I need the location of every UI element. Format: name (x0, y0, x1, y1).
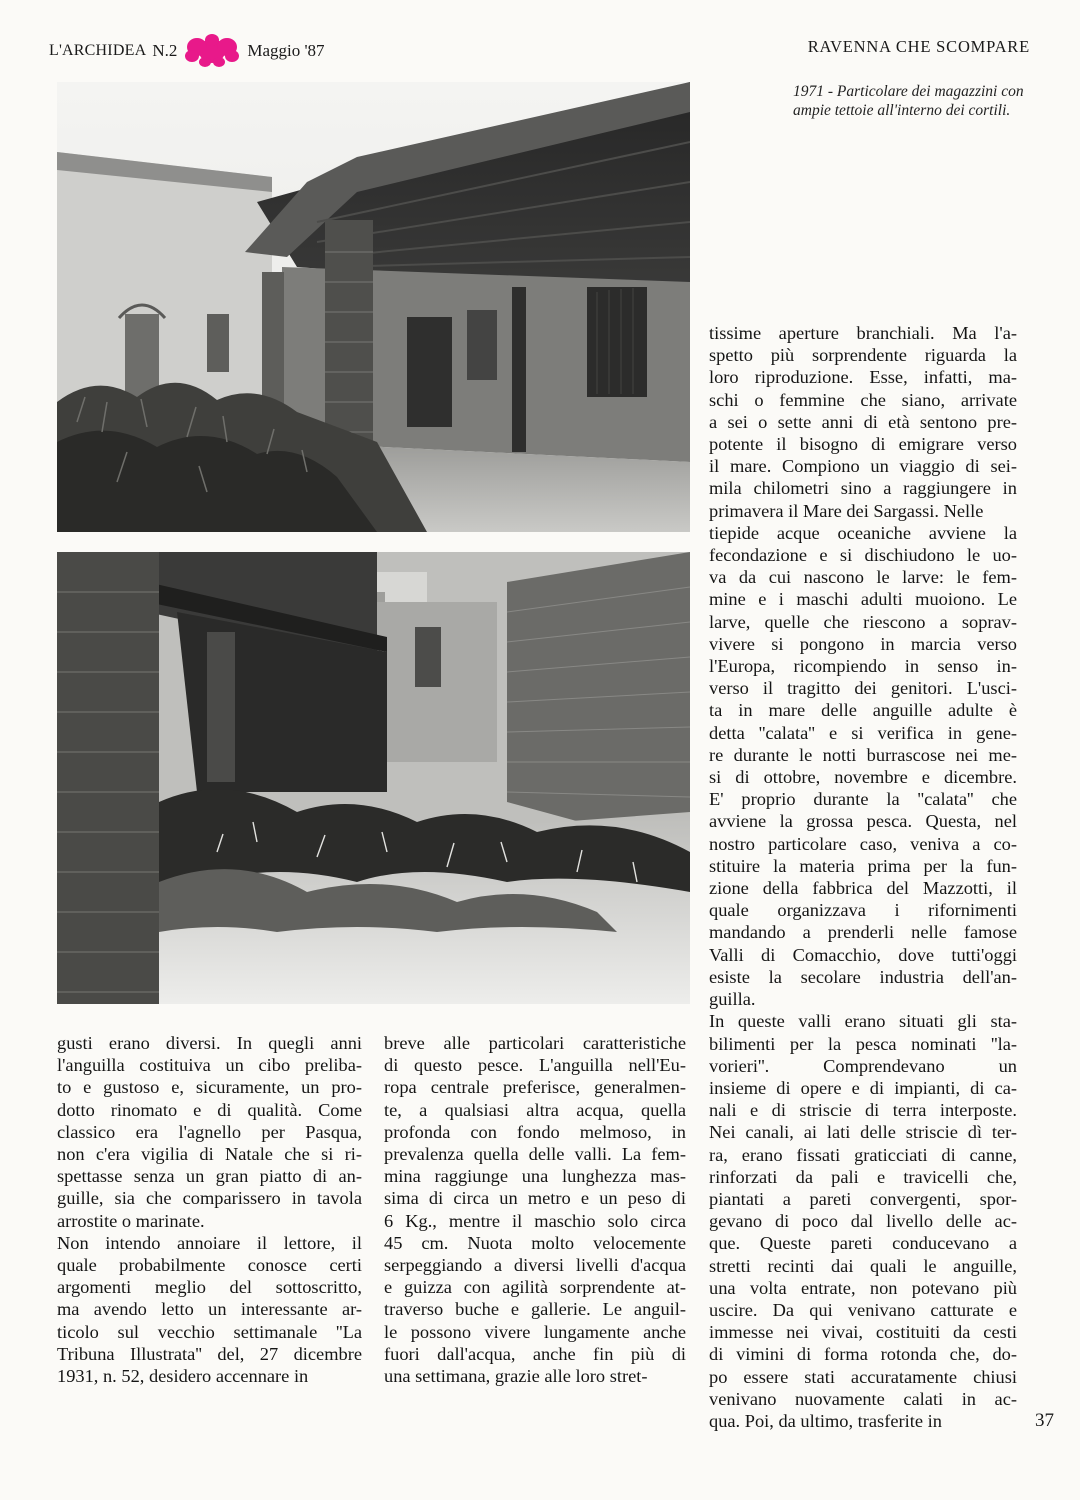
text-line: l'Europa, ricompiendo in senso in- (709, 656, 1017, 677)
orchid-logo-icon (183, 34, 241, 68)
text-line: zione della fabbrica del Mazzotti, il (709, 878, 1017, 899)
text-line: In queste valli erano situati gli sta- (709, 1011, 1017, 1032)
text-line: detta ''calata'' e si verifica in gene- (709, 722, 1017, 743)
text-line: gevano di poco dal livello delle ac- (709, 1211, 1017, 1232)
text-line: prevalenza quella delle valli. La fem- (384, 1144, 686, 1165)
text-line: ticolo sul vecchio settimanale ''La (57, 1321, 362, 1342)
text-line: fuori dall'acqua, anche fin più di (384, 1343, 686, 1364)
text-line: mine e i maschi adulti muoiono. Le (709, 589, 1017, 610)
text-line: le possono vivere lungamente anche (384, 1321, 686, 1342)
text-line: mila chilometri sino a raggiungere in (709, 478, 1017, 499)
text-line: Non intendo annoiare il lettore, il (57, 1232, 362, 1253)
text-line: nostro particolare caso, veniva a co- (709, 833, 1017, 854)
text-line: po essere stati accuratamente chiusi (709, 1366, 1017, 1387)
text-line: l'anguilla costituiva un cibo preliba- (57, 1055, 362, 1076)
text-line: te, a qualsiasi altra acqua, quella (384, 1099, 686, 1120)
text-line: a sei o sette anni di età sentono pre- (709, 411, 1017, 432)
text-line: spetto più sorprendente riguarda la (709, 345, 1017, 366)
text-line: breve alle particolari caratteristiche (384, 1033, 686, 1053)
text-line: 45 cm. Nuota molto velocemente (384, 1232, 686, 1253)
text-line: serpeggiando a diversi livelli d'acqua (384, 1255, 686, 1276)
text-line: arrostite o marinate. (57, 1210, 205, 1231)
text-line: mandando a prenderli nelle famose (709, 922, 1017, 943)
text-line: larve, quelle che riescono a soprav- (709, 611, 1017, 632)
text-line: to e gustoso e, sicuramente, un pro- (57, 1077, 362, 1098)
text-line: guille, sia che comparissero in tavola (57, 1188, 362, 1209)
text-line: schi o femmine che siano, arrivate (709, 389, 1017, 410)
issue-number: N.2 (152, 41, 178, 60)
text-line: potente il bisogno di emigrare verso (709, 434, 1017, 455)
text-line: stretti recinti dai quali le anguille, (709, 1255, 1017, 1276)
text-line: loro riproduzione. Esse, infatti, ma- (709, 367, 1017, 388)
text-line: E' proprio durante la ''calata'' che (709, 789, 1017, 810)
text-line: qua. Poi, da ultimo, trasferite in (709, 1410, 942, 1431)
text-line: va da cui nascono le larve: le fem- (709, 567, 1017, 588)
text-line: stituire la materia prima per la fun- (709, 855, 1017, 876)
text-line: dotto rinomato e di qualità. Come (57, 1099, 362, 1120)
text-line: que. Queste pareti conducevano a (709, 1233, 1017, 1254)
text-line: di questo pesce. L'anguilla nell'Eu- (384, 1055, 686, 1076)
text-line: avviene la grossa pesca. Questa, nel (709, 811, 1017, 832)
text-line: ta in mare delle anguille adulte è (709, 700, 1017, 721)
text-line: tissime aperture branchiali. Ma l'a- (709, 323, 1017, 343)
text-line: ra, erano fissati graticciati di canne, (709, 1144, 1017, 1165)
text-line: una settimana, grazie alle loro stret- (384, 1366, 648, 1387)
text-line: uscire. Da qui venivano catturate e (709, 1299, 1017, 1320)
text-line: di vimini di forma rotonda che, do- (709, 1344, 1017, 1365)
text-line: venivano nuovamente calati in ac- (709, 1388, 1017, 1409)
text-line: bilimenti per la pesca nominati ''la- (709, 1033, 1017, 1054)
text-line: re durante le notti burrascose nei me- (709, 744, 1017, 765)
text-line: fecondazione e si dischiudono le uo- (709, 545, 1017, 566)
text-line: traverso buche e gallerie. Le anguil- (384, 1299, 686, 1320)
text-line: nali e di striscie di terra interposte. (709, 1100, 1017, 1121)
text-column-middle (384, 1032, 686, 1387)
text-column-right (709, 322, 1017, 1432)
text-line: si di ottobre, novembre e dicembre. (709, 767, 1017, 788)
text-line: spettasse senza un gran piatto di an- (57, 1166, 362, 1187)
text-line: classico era l'agnello per Pasqua, (57, 1121, 362, 1142)
text-line: Nei canali, ai lati delle striscie dì ter- (709, 1122, 1017, 1143)
text-line: Valli di Comacchio, dove tutti'oggi (709, 944, 1017, 965)
text-line: vorieri''. Comprendevano un (709, 1055, 1017, 1076)
text-line: insieme di opere e di impianti, di ca- (709, 1077, 1017, 1098)
text-line: e guizza con agilità sorprendente at- (384, 1277, 686, 1298)
page-number: 37 (1035, 1410, 1054, 1431)
text-line: primavera il Mare dei Sargassi. Nelle (709, 500, 984, 521)
text-column-left (57, 1032, 362, 1387)
text-line: vivere si pongono in marcia verso (709, 633, 1017, 654)
masthead (49, 34, 325, 68)
issue-date: Maggio '87 (247, 41, 325, 60)
text-line: argomenti meglio del sottoscritto, (57, 1277, 362, 1298)
text-line: ropa centrale preferisce, generalmen- (384, 1077, 686, 1098)
text-line: mina raggiunge una lunghezza mas- (384, 1166, 686, 1187)
text-line: verso il tragitto dei genitori. L'usci- (709, 678, 1017, 699)
photo-courtyard-canopy (57, 82, 690, 532)
text-line: il mare. Compiono un viaggio di sei- (709, 456, 1017, 477)
text-line: guilla. (709, 989, 756, 1010)
text-line: sima di circa un metro e un peso di (384, 1188, 686, 1209)
text-line: piantati a pareti convergenti, spor- (709, 1188, 1017, 1209)
text-line: 6 Kg., mentre il maschio solo circa (384, 1210, 686, 1231)
text-line: immesse nei vivai, costituiti da cesti (709, 1322, 1017, 1343)
text-line: gusti erano diversi. In quegli anni (57, 1033, 362, 1053)
text-line: rinforzati da pali e travicelli che, (709, 1166, 1017, 1187)
text-line: quale probabilmente conosce certi (57, 1255, 362, 1276)
photo-overgrown-courtyard (57, 552, 690, 1004)
text-line: quale organizzava i rifornimenti (709, 900, 1017, 921)
section-title: RAVENNA CHE SCOMPARE (807, 37, 1030, 56)
text-line: ma avendo letto un interessante ar- (57, 1299, 362, 1320)
text-line: esiste la secolare industria dell'an- (709, 966, 1017, 987)
text-line: 1931, n. 52, desidero accennare in (57, 1366, 309, 1387)
text-line: una volta entrate, non potevano più (709, 1277, 1017, 1298)
photo-caption: 1971 - Particolare dei magazzini con ampie tettoie all'interno dei cortili. (793, 83, 1024, 119)
text-line: profonda con fondo melmoso, in (384, 1121, 686, 1142)
text-line: tiepide acque oceaniche avviene la (709, 522, 1017, 543)
text-line: non c'era vigilia di Natale che si ri- (57, 1144, 362, 1165)
magazine-name: L'ARCHIDEA (49, 42, 147, 59)
text-line: Tribuna Illustrata'' del, 27 dicembre (57, 1343, 362, 1364)
